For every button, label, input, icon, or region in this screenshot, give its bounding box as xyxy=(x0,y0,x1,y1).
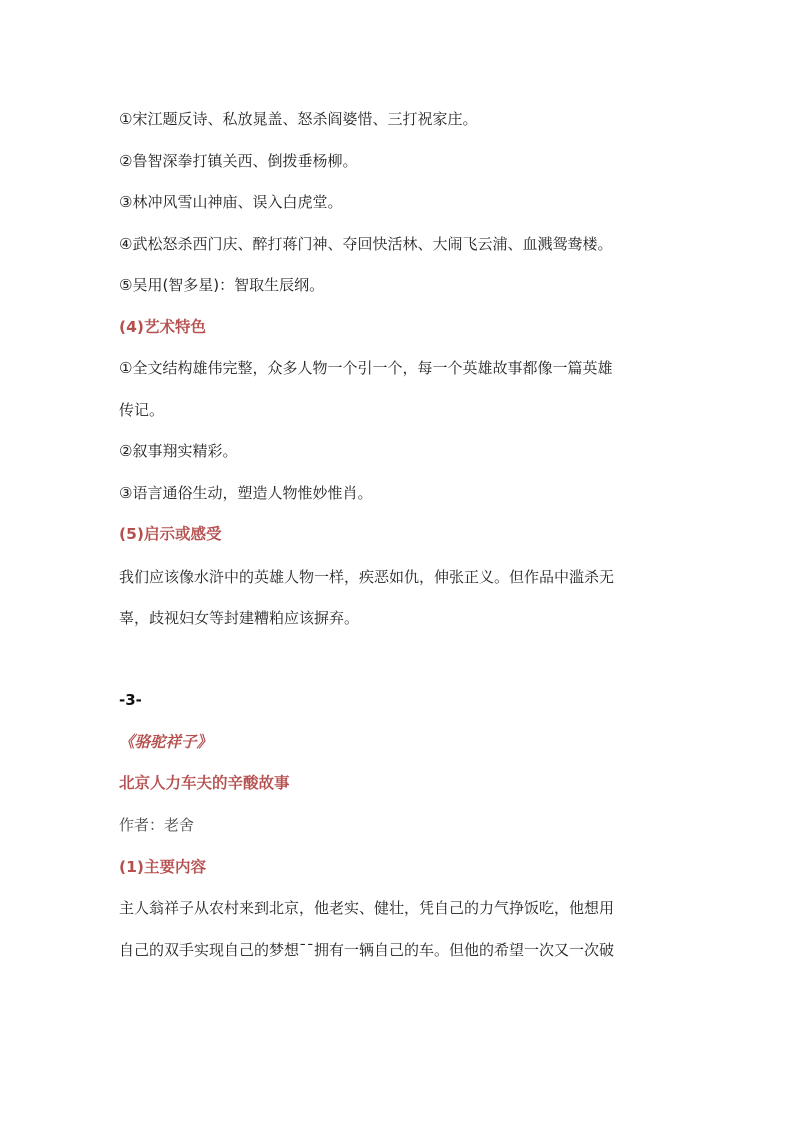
content-paragraph-line: 自己的双手实现自己的梦想¯¯拥有一辆自己的车。但他的希望一次又一次破 xyxy=(119,941,615,959)
insight-paragraph-line: 我们应该像水浒中的英雄人物一样，疾恶如仇，伸张正义。但作品中滥杀无 xyxy=(119,568,615,586)
plot-item-wusong: ④武松怒杀西门庆、醉打蒋门神、夺回快活林、大闹飞云浦、血溅鸳鸯楼。 xyxy=(119,235,613,253)
plot-item-wuyong: ⑤吴用(智多星)：智取生辰纲。 xyxy=(119,276,325,294)
book-author: 作者：老舍 xyxy=(119,816,195,834)
plot-item-luzhishen: ②鲁智深拳打镇关西、倒拨垂杨柳。 xyxy=(119,152,358,170)
insight-paragraph-line: 辜，歧视妇女等封建糟粕应该摒弃。 xyxy=(119,609,360,627)
art-feature-item: ②叙事翔实精彩。 xyxy=(119,442,238,460)
book-subtitle: 北京人力车夫的辛酸故事 xyxy=(119,774,290,792)
book-title: 《骆驼祥子》 xyxy=(119,733,213,751)
art-feature-item: ③语言通俗生动，塑造人物惟妙惟肖。 xyxy=(119,484,373,502)
content-paragraph-line: 主人翁祥子从农村来到北京，他老实、健壮，凭自己的力气挣饭吃，他想用 xyxy=(119,899,615,917)
insight-heading: (5)启示或感受 xyxy=(119,525,222,543)
art-feature-item-continued: 传记。 xyxy=(119,401,165,419)
page-number: -3- xyxy=(119,691,142,709)
art-features-heading: (4)艺术特色 xyxy=(119,318,206,336)
art-feature-item: ①全文结构雄伟完整，众多人物一个引一个，每一个英雄故事都像一篇英雄 xyxy=(119,359,613,377)
main-content-heading: (1)主要内容 xyxy=(119,858,206,876)
plot-item-linchong: ③林冲风雪山神庙、误入白虎堂。 xyxy=(119,193,343,211)
plot-item-songjiang: ①宋江题反诗、私放晁盖、怒杀阎婆惜、三打祝家庄。 xyxy=(119,110,478,128)
